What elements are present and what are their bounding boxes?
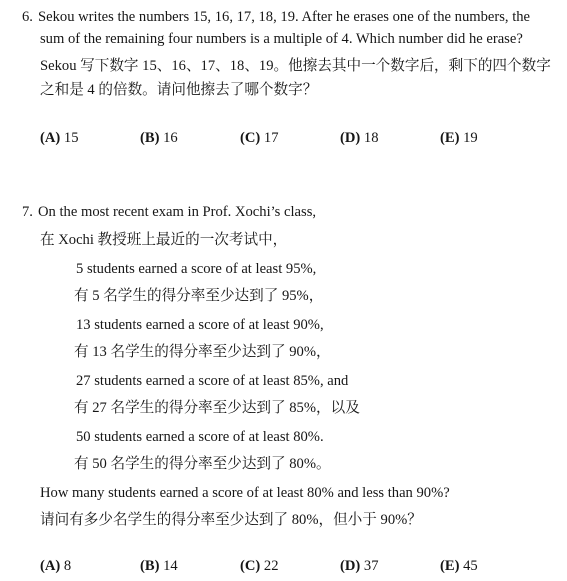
problem-7-choice-c[interactable] bbox=[240, 558, 279, 575]
statement-1-zh: 有 5 名学生的得分率至少达到了 95%， bbox=[74, 288, 324, 304]
problem-6-text-en-2: sum of the remaining four numbers is a multiple of 4. Which number did he erase? bbox=[40, 31, 523, 47]
problem-7-choices bbox=[0, 558, 567, 578]
choice-label: (C) bbox=[240, 558, 261, 574]
problem-6-choice-a[interactable] bbox=[40, 130, 79, 147]
choice-value: 16 bbox=[163, 130, 178, 146]
problem-6-choice-c[interactable] bbox=[240, 130, 279, 147]
statement-2-zh: 有 13 名学生的得分率至少达到了 90%， bbox=[74, 344, 331, 360]
choice-value: 14 bbox=[163, 558, 178, 574]
problem-6-text-zh-1: Sekou 写下数字 15、16、17、18、19。他擦去其中一个数字后，剩下的四个数字 bbox=[40, 58, 551, 74]
problem-6-choice-e[interactable] bbox=[440, 130, 478, 147]
problem-6-choice-b[interactable] bbox=[140, 130, 178, 147]
choice-label: (A) bbox=[40, 558, 61, 574]
choice-label: (E) bbox=[440, 558, 460, 574]
problem-7-number: 7. bbox=[22, 204, 33, 220]
choice-value: 22 bbox=[263, 558, 279, 574]
problem-7-choice-e[interactable] bbox=[440, 558, 478, 575]
choice-value: 45 bbox=[463, 558, 478, 574]
choice-label: (D) bbox=[340, 558, 361, 574]
choice-label: (B) bbox=[140, 558, 160, 574]
choice-value: 37 bbox=[363, 558, 379, 574]
problem-7-choice-d[interactable] bbox=[340, 558, 379, 575]
problem-7-choice-b[interactable] bbox=[140, 558, 178, 575]
statement-4-en: 50 students earned a score of at least 80%. bbox=[76, 429, 324, 445]
choice-value: 18 bbox=[363, 130, 379, 146]
problem-7-intro-zh: 在 Xochi 教授班上最近的一次考试中， bbox=[40, 232, 288, 248]
choice-label: (B) bbox=[140, 130, 160, 146]
problem-6-line-1 bbox=[22, 8, 530, 26]
choice-label: (D) bbox=[340, 130, 361, 146]
problem-6-choices bbox=[0, 130, 567, 150]
choice-value: 19 bbox=[463, 130, 478, 146]
problem-7-choice-a[interactable] bbox=[40, 558, 71, 575]
choice-label: (A) bbox=[40, 130, 61, 146]
choice-label: (E) bbox=[440, 130, 460, 146]
statement-2-en: 13 students earned a score of at least 90%, bbox=[76, 317, 324, 333]
statement-3-en: 27 students earned a score of at least 85%, and bbox=[76, 373, 349, 389]
statement-1-en: 5 students earned a score of at least 95%, bbox=[76, 261, 317, 277]
choice-value: 17 bbox=[263, 130, 279, 146]
problem-6-text-zh-2: 之和是 4 的倍数。请问他擦去了哪个数字？ bbox=[40, 82, 318, 98]
problem-7-intro-en: On the most recent exam in Prof. Xochi’s class, bbox=[38, 204, 317, 220]
problem-6-text-en-1: Sekou writes the numbers 15, 16, 17, 18, 19. After he erases one of the numbers, the bbox=[38, 9, 531, 25]
problem-7-line-1 bbox=[22, 203, 316, 221]
problem-6-choice-d[interactable] bbox=[340, 130, 379, 147]
choice-value: 8 bbox=[63, 558, 72, 574]
problem-7-question-en: How many students earned a score of at least 80% and less than 90%? bbox=[40, 485, 450, 501]
choice-value: 15 bbox=[63, 130, 79, 146]
statement-3-zh: 有 27 名学生的得分率至少达到了 85%，以及 bbox=[74, 400, 360, 416]
choice-label: (C) bbox=[240, 130, 261, 146]
problem-6-number: 6. bbox=[22, 9, 33, 25]
problem-7-question-zh: 请问有多少名学生的得分率至少达到了 80%，但小于 90%？ bbox=[40, 512, 422, 528]
statement-4-zh: 有 50 名学生的得分率至少达到了 80%。 bbox=[74, 456, 331, 472]
